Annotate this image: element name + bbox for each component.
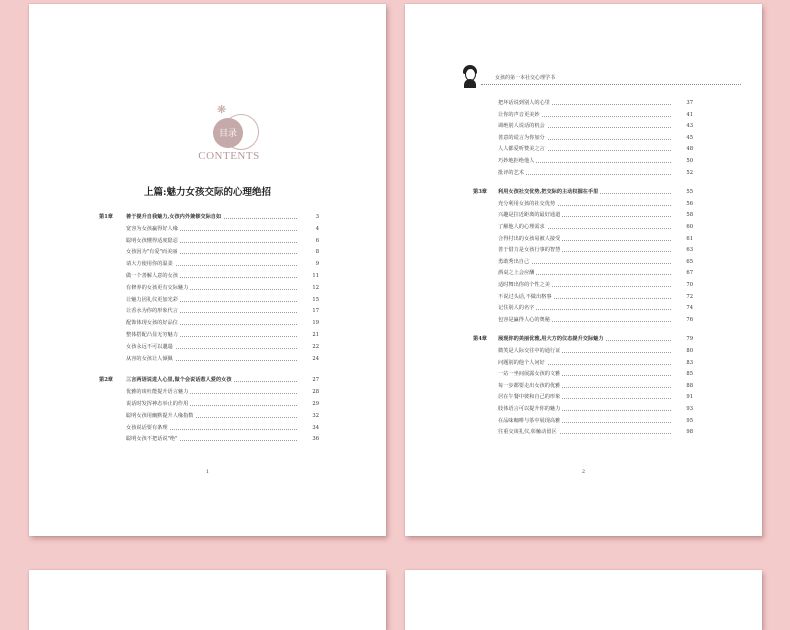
toc-entry-row — [473, 121, 693, 132]
header-rule — [481, 84, 741, 85]
entry-page-number: 50 — [686, 158, 693, 164]
entry-title: 酒桌之上会应酬 — [498, 268, 536, 279]
toc-entry-row — [473, 268, 693, 279]
entry-title: 一站一坐间展露女孩的文雅 — [498, 369, 562, 380]
entry-page-number: 45 — [686, 134, 693, 141]
entry-page-number: 15 — [312, 296, 319, 303]
toc-entry-row — [99, 259, 319, 270]
entry-page-number: 43 — [686, 123, 693, 130]
toc-entry-row — [99, 236, 319, 247]
entry-page-number: 22 — [312, 343, 319, 350]
entry-title: 说话时发挥神态举止的作用 — [126, 399, 190, 410]
toc-page-1 — [29, 4, 386, 536]
toc-entry-row — [473, 210, 693, 221]
toc-entry-row — [473, 144, 693, 155]
toc-entry-row — [473, 358, 693, 369]
toc-entry-row — [473, 416, 693, 427]
entry-page-number: 76 — [686, 316, 693, 323]
running-header: 女孩的第一本社交心理学书 — [495, 75, 556, 81]
toc-entry-row — [473, 303, 693, 314]
entry-page-number: 52 — [686, 169, 693, 176]
toc-chapter-row — [473, 187, 693, 198]
woman-avatar-icon — [462, 64, 478, 88]
chapter-label: 第2章 — [99, 377, 113, 384]
entry-page-number: 61 — [686, 235, 693, 242]
toc-entry-row — [473, 346, 693, 357]
toc-entry-row — [99, 387, 319, 398]
entry-title: 聪明女孩不把话说"绝" — [126, 434, 179, 445]
entry-page-number: 85 — [686, 371, 693, 378]
toc-entry-row — [473, 222, 693, 233]
chapter-label: 第1章 — [99, 214, 113, 220]
entry-title: 在品味咖啡与茶中展现高雅 — [498, 416, 562, 427]
entry-page-number: 48 — [686, 146, 693, 153]
entry-title: 女孩永远不可以邋遢 — [126, 342, 175, 353]
entry-title: 把坏话说到别人的心里 — [498, 98, 552, 109]
toc-chapter-row — [473, 334, 693, 345]
entry-page-number: 56 — [686, 200, 693, 207]
entry-title: 合得付出的女孩易被人接受 — [498, 234, 562, 245]
toc-chapter-row — [99, 375, 319, 386]
entry-title: 请大方使用你的温柔 — [126, 259, 175, 270]
toc-entry-row — [99, 247, 319, 258]
entry-page-number: 6 — [315, 237, 319, 244]
entry-title: 每一步都要走出女孩的优雅 — [498, 381, 562, 392]
entry-title: 微笑是人际交往中的通行证 — [498, 346, 562, 357]
entry-title: 记住别人的名字 — [498, 303, 536, 314]
entry-page-number: 11 — [312, 273, 319, 279]
entry-title: 让魅力因礼仪更加光彩 — [126, 295, 180, 306]
toc-page-4 — [405, 570, 762, 630]
toc-entry-row — [473, 110, 693, 121]
entry-page-number: 93 — [686, 406, 693, 412]
entry-title: 三言两语说进人心里,做个会说话惹人爱的女孩 — [126, 375, 234, 386]
toc-entry-row — [473, 404, 693, 415]
entry-title: 调绝别人说话的机会 — [498, 121, 547, 132]
entry-title: 从容的女孩让人倾佩 — [126, 354, 175, 365]
entry-title: 勇敢秀出自己 — [498, 257, 531, 268]
entry-title: 兴趣是拉近距离的最好通道 — [498, 210, 562, 221]
entry-page-number: 95 — [686, 417, 693, 424]
contents-title-cn: 目录 — [218, 129, 237, 139]
entry-title: 不说过头话,不做出格事 — [498, 292, 554, 303]
toc-entry-row — [473, 427, 693, 438]
toc-entry-row — [473, 381, 693, 392]
entry-page-number: 65 — [686, 258, 693, 265]
entry-page-number: 41 — [686, 111, 693, 118]
toc-entry-row — [473, 315, 693, 326]
toc-entry-row — [473, 257, 693, 268]
toc-entry-row — [99, 283, 319, 294]
entry-page-number: 19 — [312, 320, 319, 327]
entry-page-number: 58 — [686, 212, 693, 219]
entry-page-number: 24 — [312, 355, 319, 362]
toc-entry-row — [99, 271, 319, 282]
entry-title: 包容是赢得人心的奥秘 — [498, 315, 552, 326]
entry-page-number: 32 — [312, 412, 319, 419]
entry-page-number: 34 — [312, 424, 319, 431]
toc-entry-row — [473, 133, 693, 144]
toc-page-3 — [29, 570, 386, 630]
entry-title: 人人都爱听赞美之言 — [498, 144, 547, 155]
entry-page-number: 3 — [315, 214, 319, 220]
toc-entry-row — [99, 295, 319, 306]
entry-page-number: 79 — [686, 336, 693, 343]
toc-entry-row — [99, 306, 319, 317]
entry-page-number: 29 — [312, 401, 319, 407]
entry-title: 让你的声音更美妙 — [498, 110, 542, 121]
page-number: 2 — [581, 469, 586, 475]
entry-page-number: 37 — [686, 100, 693, 106]
toc-entry-row — [99, 399, 319, 410]
entry-page-number: 80 — [686, 348, 693, 354]
entry-title: 善于提升自我魅力,女孩内外兼修交际自如 — [126, 212, 223, 223]
entry-title: 展现你的美丽优雅,用大方的仪态提升交际魅力 — [498, 334, 606, 345]
entry-page-number: 88 — [686, 382, 693, 389]
entry-title: 配饰体现女孩的好品位 — [126, 318, 180, 329]
entry-title: 有修养的女孩更有交际魅力 — [126, 283, 190, 294]
entry-page-number: 8 — [315, 249, 319, 256]
toc-entry-row — [99, 434, 319, 445]
entry-page-number: 91 — [686, 394, 693, 401]
entry-title: 往重交谈礼仪,彰触动留区 — [498, 427, 559, 438]
entry-title: 肢体语言可以提升你的魅力 — [498, 404, 562, 415]
toc-entry-row — [473, 156, 693, 167]
chapter-label: 第4章 — [473, 336, 487, 343]
toc-entry-row — [99, 224, 319, 235]
contents-logo — [189, 104, 269, 174]
contents-title-en: CONTENTS — [198, 150, 260, 162]
entry-title: 批评的艺术 — [498, 168, 526, 179]
entry-title: 善于借力是女孩行事的智慧 — [498, 245, 562, 256]
entry-title: 整体搭配凸显无穷魅力 — [126, 330, 180, 341]
entry-title: 充分利用女孩的社交优势 — [498, 199, 557, 210]
entry-page-number: 98 — [686, 429, 693, 436]
entry-page-number: 67 — [686, 270, 693, 277]
toc-entry-row — [473, 168, 693, 179]
toc-entry-row — [473, 245, 693, 256]
toc-entry-row — [473, 234, 693, 245]
part-title: 上篇:魅力女孩交际的心理绝招 — [143, 187, 271, 198]
entry-page-number: 21 — [312, 332, 319, 338]
chapter-label: 第3章 — [473, 189, 487, 196]
flower-icon: ❋ — [217, 103, 227, 116]
entry-page-number: 17 — [312, 308, 319, 315]
entry-page-number: 83 — [686, 359, 693, 366]
entry-title: 适时舞出你的个性之美 — [498, 280, 552, 291]
entry-page-number: 28 — [312, 389, 319, 396]
entry-page-number: 74 — [686, 305, 693, 312]
toc-entry-row — [473, 392, 693, 403]
entry-title: 巧妙地拒绝他人 — [498, 156, 536, 167]
entry-title: 女孩说话要有条理 — [126, 423, 170, 434]
page-number: 1 — [205, 469, 210, 475]
toc-entry-row — [99, 318, 319, 329]
toc-entry-row — [473, 292, 693, 303]
entry-page-number: 72 — [686, 293, 693, 300]
toc-entry-row — [473, 280, 693, 291]
entry-title: 聪明女孩用幽默提升人缘指数 — [126, 411, 195, 422]
toc-entry-row — [99, 423, 319, 434]
entry-title: 居在午餐中彼和自己的形象 — [498, 392, 562, 403]
entry-title: 聪明女孩懂得适度隐忍 — [126, 236, 180, 247]
entry-page-number: 55 — [686, 189, 693, 196]
entry-title: 让香水为你的形象代言 — [126, 306, 180, 317]
entry-page-number: 63 — [686, 247, 693, 254]
toc-entry-row — [473, 98, 693, 109]
entry-title: 宽容为女孩赢得好人缘 — [126, 224, 180, 235]
entry-page-number: 9 — [315, 261, 319, 268]
toc-chapter-row — [99, 212, 319, 223]
entry-title: 女孩因为"有爱"而美丽 — [126, 247, 179, 258]
entry-page-number: 12 — [312, 284, 319, 291]
toc-entry-row — [99, 330, 319, 341]
toc-entry-row — [99, 354, 319, 365]
entry-title: 做一个善解人意的女孩 — [126, 271, 180, 282]
entry-page-number: 70 — [686, 282, 693, 288]
entry-page-number: 4 — [315, 225, 319, 232]
toc-entry-row — [473, 369, 693, 380]
entry-title: 优雅的谈吐能提升语言魅力 — [126, 387, 190, 398]
entry-page-number: 27 — [312, 377, 319, 384]
toc-entry-row — [99, 342, 319, 353]
entry-page-number: 60 — [686, 224, 693, 230]
entry-title: 利用女孩社交优势,把交际的主动权握在手里 — [498, 187, 600, 198]
entry-title: 了解他人的心理需求 — [498, 222, 547, 233]
toc-entry-row — [473, 199, 693, 210]
toc-entry-row — [99, 411, 319, 422]
entry-page-number: 36 — [312, 436, 319, 443]
entry-title: 善意的谎言为你加分 — [498, 133, 547, 144]
toc-page-2 — [405, 4, 762, 536]
entry-title: 问题别的他个人问好 — [498, 358, 547, 369]
